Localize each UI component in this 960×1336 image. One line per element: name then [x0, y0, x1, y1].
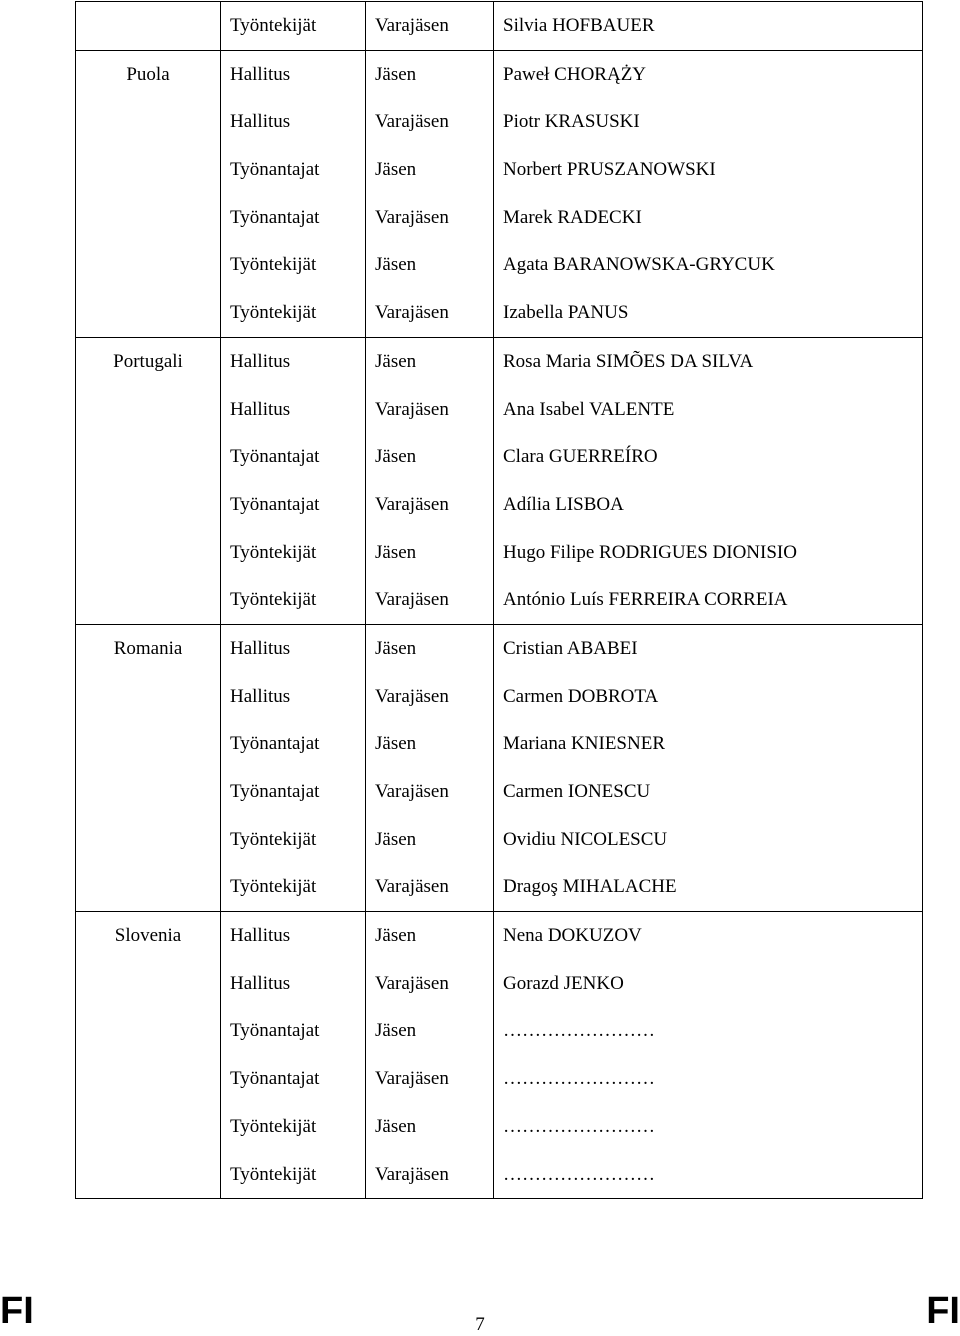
footer-language-code-right: FI	[926, 1290, 960, 1332]
role-label: Jäsen	[375, 1115, 417, 1137]
name-cell	[494, 50, 923, 337]
member-name: Carmen IONESCU	[503, 781, 651, 802]
country-section	[76, 50, 923, 337]
role-cell	[366, 2, 494, 51]
group-cell	[221, 2, 366, 51]
name-cell	[494, 624, 923, 911]
country-section	[76, 624, 923, 911]
role-label: Varajäsen	[375, 589, 449, 611]
country-name: Slovenia	[114, 925, 182, 947]
group-label: Työntekijät	[230, 541, 317, 563]
role-label: Varajäsen	[375, 493, 449, 515]
country-cell	[76, 624, 221, 911]
name-cell	[494, 2, 923, 51]
country-name: Portugali	[113, 350, 183, 372]
role-label: Varajäsen	[375, 206, 449, 228]
name-cell	[494, 337, 923, 624]
group-label: Hallitus	[230, 685, 291, 707]
role-label: Varajäsen	[375, 1163, 449, 1185]
member-name: Nena DOKUZOV	[503, 925, 642, 947]
role-label: Varajäsen	[375, 972, 449, 994]
member-name: Ovidiu NICOLESCU	[503, 828, 668, 850]
role-label: Varajäsen	[375, 398, 449, 420]
role-label: Jäsen	[375, 446, 417, 468]
group-label: Hallitus	[230, 637, 291, 659]
member-name: ……………………	[503, 1115, 655, 1137]
group-label: Työntekijät	[230, 876, 317, 898]
member-name: Silvia HOFBAUER	[503, 15, 655, 36]
members-table	[75, 1, 923, 1199]
group-label: Työnantajat	[230, 1020, 320, 1042]
group-label: Hallitus	[230, 925, 291, 947]
group-label: Työntekijät	[230, 589, 317, 611]
group-label: Hallitus	[230, 63, 291, 85]
group-label: Työnantajat	[230, 206, 320, 228]
member-name: Mariana KNIESNER	[503, 733, 665, 755]
group-label: Työnantajat	[230, 781, 320, 802]
group-label: Hallitus	[230, 972, 291, 994]
member-name: ……………………	[503, 1020, 655, 1042]
group-label: Työntekijät	[230, 1115, 317, 1137]
role-label: Varajäsen	[375, 781, 449, 802]
page-number: 7	[475, 1314, 485, 1335]
member-name: Piotr KRASUSKI	[503, 111, 640, 133]
group-label: Työnantajat	[230, 493, 320, 515]
member-name: ……………………	[503, 1068, 655, 1090]
group-label: Työnantajat	[230, 1068, 320, 1090]
group-cell	[221, 337, 366, 624]
country-cell	[76, 2, 221, 51]
member-name: Ana Isabel VALENTE	[503, 398, 675, 420]
group-label: Työntekijät	[230, 828, 317, 850]
footer-language-code-left: FI	[0, 1290, 34, 1332]
country-cell	[76, 337, 221, 624]
role-label: Varajäsen	[375, 15, 449, 36]
group-cell	[221, 912, 366, 1199]
role-label: Varajäsen	[375, 1068, 449, 1090]
group-label: Hallitus	[230, 350, 291, 372]
role-label: Jäsen	[375, 254, 417, 276]
country-name: Puola	[126, 63, 170, 85]
name-cell	[494, 912, 923, 1199]
group-label: Työntekijät	[230, 1163, 317, 1185]
group-label: Työnantajat	[230, 159, 320, 181]
table-row	[76, 337, 923, 624]
member-name: Rosa Maria SIMÕES DA SILVA	[503, 350, 754, 372]
role-cell	[366, 624, 494, 911]
country-cell	[76, 50, 221, 337]
role-label: Jäsen	[375, 925, 417, 947]
role-label: Jäsen	[375, 159, 417, 181]
country-section	[76, 912, 923, 1199]
group-label: Hallitus	[230, 398, 291, 420]
role-label: Jäsen	[375, 1020, 417, 1042]
country-name	[76, 2, 220, 50]
role-label: Varajäsen	[375, 111, 449, 133]
role-cell	[366, 912, 494, 1199]
member-name: Marek RADECKI	[503, 206, 642, 228]
role-label: Varajäsen	[375, 685, 449, 707]
group-label: Työntekijät	[230, 254, 317, 276]
member-name: Hugo Filipe RODRIGUES DIONISIO	[503, 541, 797, 563]
member-name: Norbert PRUSZANOWSKI	[503, 159, 716, 181]
role-label: Varajäsen	[375, 876, 449, 898]
member-name: Adília LISBOA	[503, 493, 624, 515]
group-label: Työnantajat	[230, 733, 320, 755]
role-label: Varajäsen	[375, 302, 449, 324]
country-name: Romania	[113, 637, 183, 659]
member-name: Dragoş MIHALACHE	[503, 876, 677, 898]
member-name: Agata BARANOWSKA-GRYCUK	[503, 254, 775, 276]
table-row	[76, 624, 923, 911]
member-name: Carmen DOBROTA	[503, 685, 659, 707]
group-label: Työnantajat	[230, 446, 320, 468]
role-label: Jäsen	[375, 828, 417, 850]
member-name: Paweł CHORĄŻY	[503, 63, 647, 85]
member-name: Izabella PANUS	[503, 302, 629, 324]
role-label: Jäsen	[375, 541, 417, 563]
table-row	[76, 2, 923, 51]
role-label: Jäsen	[375, 63, 417, 85]
role-label: Jäsen	[375, 350, 417, 372]
group-label: Työntekijät	[230, 302, 317, 324]
role-label: Jäsen	[375, 637, 417, 659]
group-label: Hallitus	[230, 111, 291, 133]
group-label: Työntekijät	[230, 15, 317, 36]
role-cell	[366, 50, 494, 337]
table-row	[76, 912, 923, 1199]
member-name: Cristian ABABEI	[503, 637, 638, 659]
member-name: Gorazd JENKO	[503, 972, 624, 994]
role-cell	[366, 337, 494, 624]
country-cell	[76, 912, 221, 1199]
country-section	[76, 337, 923, 624]
group-cell	[221, 624, 366, 911]
country-section	[76, 2, 923, 51]
table-row	[76, 50, 923, 337]
member-name: Clara GUERREÍRO	[503, 446, 658, 468]
group-cell	[221, 50, 366, 337]
member-name: ……………………	[503, 1163, 655, 1185]
member-name: António Luís FERREIRA CORREIA	[503, 589, 788, 611]
role-label: Jäsen	[375, 733, 417, 755]
